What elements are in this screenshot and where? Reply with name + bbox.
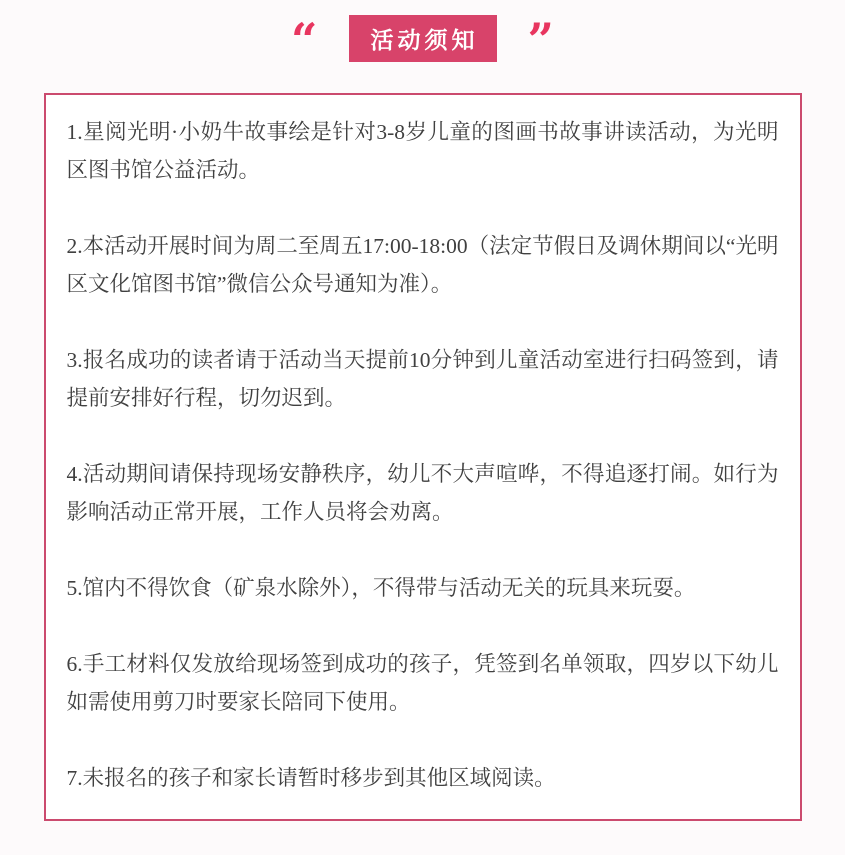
- notice-item-2: 2.本活动开展时间为周二至周五17:00-18:00（法定节假日及调休期间以“光明区文化馆图书馆”微信公众号通知为准）。: [66, 234, 779, 296]
- notice-item-3: 3.报名成功的读者请于活动当天提前10分钟到儿童活动室进行扫码签到，请提前安排好行程，切勿迟到。: [66, 348, 779, 410]
- notice-item-4: 4.活动期间请保持现场安静秩序，幼儿不大声喧哗，不得追逐打闹。如行为影响活动正常开展，工作人员将会劝离。: [66, 462, 779, 524]
- notice-box: [44, 93, 802, 821]
- close-quote-icon: ”: [527, 13, 554, 67]
- open-quote-icon: “: [291, 13, 318, 67]
- notice-item-7: 7.未报名的孩子和家长请暂时移步到其他区域阅读。: [66, 766, 556, 790]
- notice-title: 活动须知: [370, 27, 479, 53]
- notice-item-1: 1.星阅光明·小奶牛故事绘是针对3-8岁儿童的图画书故事讲读活动，为光明区图书馆公益活动。: [66, 120, 779, 182]
- notice-header: [0, 0, 845, 67]
- notice-title-badge: [349, 15, 497, 62]
- notice-item-6: 6.手工材料仅发放给现场签到成功的孩子，凭签到名单领取，四岁以下幼儿如需使用剪刀时要家长陪同下使用。: [66, 652, 779, 714]
- notice-item-5: 5.馆内不得饮食（矿泉水除外），不得带与活动无关的玩具来玩耍。: [66, 576, 696, 600]
